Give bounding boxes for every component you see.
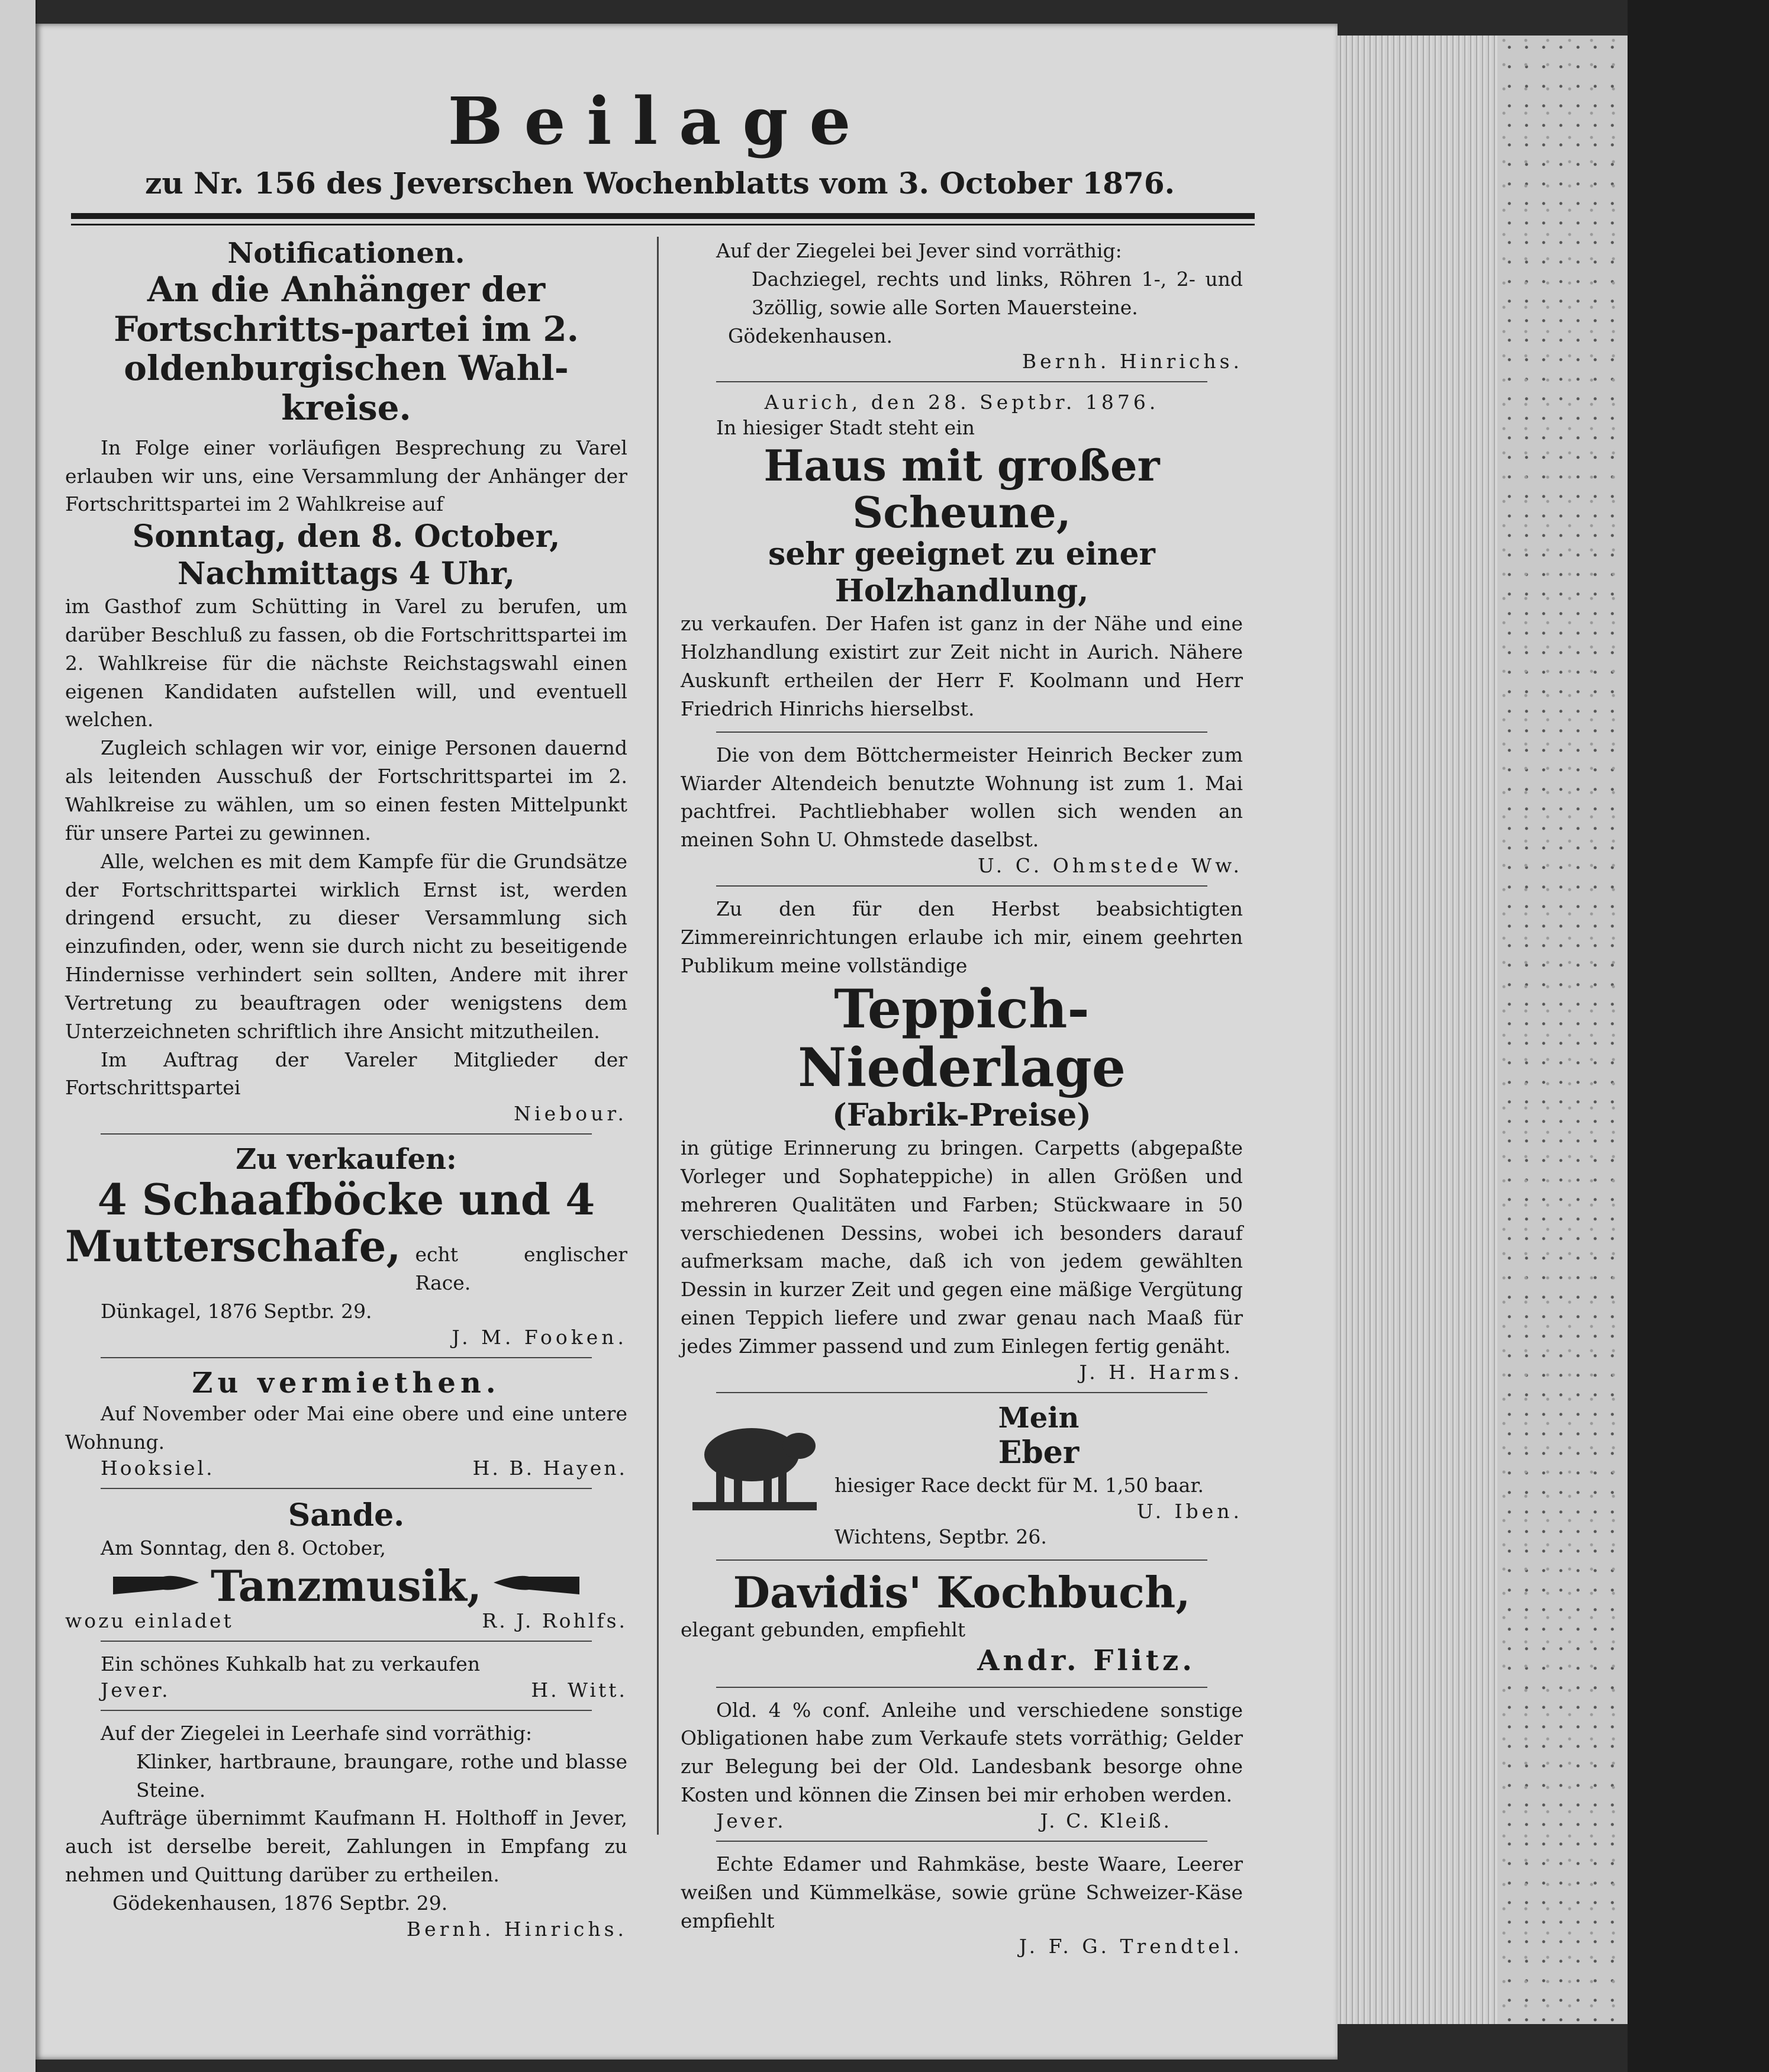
party-signature: Niebour. xyxy=(514,1102,627,1126)
sande-date: Am Sonntag, den 8. October, xyxy=(101,1536,386,1560)
divider xyxy=(101,1710,592,1711)
masthead-rule-thin xyxy=(71,224,1255,225)
masthead-subtitle: zu Nr. 156 des Jeverschen Wochenblatts vom 3. October 1876. xyxy=(144,166,1175,201)
column-divider xyxy=(657,237,659,1835)
sale-title-row xyxy=(65,1223,627,1297)
party-paragraph-3: Zugleich schlagen wir vor, einige Personen dauernd als leitenden Ausschuß der Fortschrittspartei im 2. Wahlkreise zu wählen, um so einen festen Mittelpunkt für unsere Partei zu gewinnen. xyxy=(65,736,627,845)
pig-illustration-icon xyxy=(681,1401,823,1520)
sale-race: echt englischer Race. xyxy=(415,1243,627,1295)
sale-heading: Zu verkaufen: xyxy=(236,1143,457,1177)
kaese-signature: J. F. G. Trendtel. xyxy=(1019,1935,1243,1958)
rent-heading: Zu vermiethen. xyxy=(192,1366,501,1400)
party-paragraph-2: im Gasthof zum Schütting in Varel zu berufen, um darüber Beschluß zu fassen, ob die Fortschrittspartei im 2. Wahlkreise für die nächste Reichstagswahl einen eigenen Kandidaten aufstellen will, und eventuell welchen. xyxy=(65,595,627,732)
sale-place: Dünkagel, 1876 Septbr. 29. xyxy=(101,1300,372,1323)
teppich-subtitle: (Fabrik-Preise) xyxy=(832,1097,1091,1133)
rent-signature: H. B. Hayen. xyxy=(472,1456,627,1480)
haus-intro: In hiesiger Stadt steht ein xyxy=(716,416,975,440)
divider xyxy=(716,1841,1207,1842)
meeting-date: Sonntag, den 8. October, xyxy=(132,518,560,555)
obligationen-signature: J. C. Kleiß. xyxy=(1040,1809,1172,1832)
teppich-intro: Zu den für den Herbst beabsichtigten Zimmereinrichtungen erlaube ich mir, einem geehrten Publikum meine vollständige xyxy=(681,897,1243,977)
ziegel-orders: Aufträge übernimmt Kaufmann H. Holthoff in Jever, auch ist derselbe bereit, Zahlungen in Empfang zu nehmen und Quittung darüber zu ertheilen. xyxy=(65,1806,627,1887)
obligationen-footer xyxy=(681,1809,1243,1832)
party-paragraph-1: In Folge einer vorläufigen Besprechung zu Varel erlauben wir uns, eine Versammlung der Anhänger der Fortschrittspartei im 2 Wahlkreise auf xyxy=(65,436,627,516)
kalb-place: Jever. xyxy=(101,1678,170,1702)
sale-title: 4 Schaafböcke und 4 xyxy=(97,1174,595,1225)
divider xyxy=(716,732,1207,733)
adjacent-page-edge xyxy=(0,0,37,2072)
right-column xyxy=(681,237,1243,1958)
pointing-hand-right-icon xyxy=(110,1565,205,1606)
sale-signature: J. M. Fooken. xyxy=(452,1325,627,1349)
obligationen-text: Old. 4 % conf. Anleihe und verschiedene sonstige Obligationen habe zum Verkaufe stets vorräthig; Gelder zur Belegung bei der Old. Landesbank besorge ohne Kosten und können die Zinsen bei mir erhoben werden. xyxy=(681,1698,1243,1807)
eber-title: Eber xyxy=(998,1434,1080,1471)
aurich-date: Aurich, den 28. Septbr. 1876. xyxy=(764,391,1159,414)
divider xyxy=(716,1559,1207,1561)
eber-text: hiesiger Race deckt für M. 1,50 baar. xyxy=(834,1474,1204,1497)
rent-footer xyxy=(65,1456,627,1480)
eber-text-block xyxy=(834,1401,1243,1551)
tanz-footer xyxy=(65,1609,627,1632)
sande-heading: Sande. xyxy=(288,1497,405,1533)
eber-place: Wichtens, Septbr. 26. xyxy=(834,1525,1047,1549)
kalb-signature: H. Witt. xyxy=(531,1678,627,1702)
masthead-rule xyxy=(71,213,1255,219)
wohnung-signature: U. C. Ohmstede Ww. xyxy=(977,854,1243,878)
ziegel2-signature: Bernh. Hinrichs. xyxy=(1022,350,1243,373)
eber-signature: U. Iben. xyxy=(1136,1500,1243,1523)
tanz-signature: R. J. Rohlfs. xyxy=(482,1609,627,1633)
ziegel2-place: Gödekenhausen. xyxy=(728,324,893,347)
teppich-title: Teppich-Niederlage xyxy=(797,977,1126,1099)
kaese-text: Echte Edamer und Rahmkäse, beste Waare, Leerer weißen und Kümmelkäse, sowie grüne Schweizer-Käse empfiehlt xyxy=(681,1852,1243,1932)
book-cover-edge xyxy=(1497,36,1628,2024)
kochbuch-signature: Andr. Flitz. xyxy=(977,1644,1196,1677)
party-paragraph-4: Alle, welchen es mit dem Kampfe für die Grundsätze der Fortschrittspartei wirklich Ernst ist, werden dringend ersucht, zu dieser Versammlung sich einzufinden, oder, wenn sie durch nicht zu beseitigende Hindernisse verhindert sein sollten, Andere mit ihrer Vertretung zu beauftragen oder wenigstens dem Unterzeichneten schriftlich ihre Ansicht mitzutheilen. xyxy=(65,849,627,1043)
divider xyxy=(716,381,1207,382)
haus-subtitle: sehr geeignet zu einer Holzhandlung, xyxy=(768,536,1155,609)
tanz-banner xyxy=(65,1562,627,1609)
teppich-text: in gütige Erinnerung zu bringen. Carpetts (abgepaßte Vorleger und Sophateppiche) in allen Größen und mehreren Qualitäten und Farben; Stückwaare in 50 verschiedenen Dessins, wobei ich besonders darauf aufmerksam mache, daß ich von jedem gewählten Dessin in kurzer Zeit und gegen eine mäßige Vergütung einen Teppich liefere und zwar genau nach Maaß für jedes Zimmer passend und zum Einlegen fertig genäht. xyxy=(681,1136,1243,1358)
rent-place: Hooksiel. xyxy=(101,1456,215,1480)
divider xyxy=(101,1488,592,1489)
masthead xyxy=(65,83,1255,201)
obligationen-place: Jever. xyxy=(716,1809,786,1832)
eber-ad xyxy=(681,1401,1243,1551)
kalb-text: Ein schönes Kuhkalb hat zu verkaufen xyxy=(101,1652,481,1676)
haus-text: zu verkaufen. Der Hafen ist ganz in der Nähe und eine Holzhandlung existirt zur Zeit nicht in Aurich. Nähere Auskunft ertheilen der Herr F. Koolmann und Herr Friedrich Hinrichs hierselbst. xyxy=(681,612,1243,720)
kalb-footer xyxy=(65,1678,627,1702)
divider xyxy=(101,1357,592,1358)
kochbuch-text: elegant gebunden, empfiehlt xyxy=(681,1618,966,1642)
ziegel-place: Gödekenhausen, 1876 Septbr. 29. xyxy=(112,1891,448,1915)
wohnung-text: Die von dem Böttchermeister Heinrich Becker zum Wiarder Altendeich benutzte Wohnung ist zum 1. Mai pachtfrei. Pachtliebhaber wollen sich wenden an meinen Sohn U. Ohmstede daselbst. xyxy=(681,743,1243,852)
notifications-heading: Notificationen. xyxy=(227,237,465,270)
divider xyxy=(716,885,1207,887)
meeting-time: Nachmittags 4 Uhr, xyxy=(177,555,515,592)
haus-title: Haus mit großer Scheune, xyxy=(763,440,1160,538)
divider xyxy=(101,1641,592,1642)
sale-title-2: Mutterschafe, xyxy=(65,1221,401,1272)
book-page-edges xyxy=(1332,36,1497,2024)
party-heading: An die Anhänger der Fortschritts-partei im 2. oldenburgischen Wahl-kreise. xyxy=(114,269,579,428)
ziegel-items: Klinker, hartbraune, braungare, rothe und blasse Steine. xyxy=(136,1749,627,1802)
kochbuch-title: Davidis' Kochbuch, xyxy=(733,1567,1191,1617)
masthead-title: Beilage xyxy=(447,83,872,159)
tanz-invite: wozu einladet xyxy=(65,1609,234,1633)
party-paragraph-5: Im Auftrag der Vareler Mitglieder der Fortschrittspartei xyxy=(65,1048,627,1100)
tanz-title: Tanzmusik, xyxy=(211,1560,482,1611)
background-dark xyxy=(1628,0,1769,2072)
divider xyxy=(716,1687,1207,1688)
ziegel2-intro: Auf der Ziegelei bei Jever sind vorräthig: xyxy=(716,239,1122,262)
divider xyxy=(716,1392,1207,1393)
ziegel-signature: Bernh. Hinrichs. xyxy=(406,1917,627,1941)
ziegel2-items: Dachziegel, rechts und links, Röhren 1-, 2- und 3zöllig, sowie alle Sorten Mauersteine. xyxy=(752,267,1243,319)
left-column xyxy=(65,237,627,1941)
ziegel-intro: Auf der Ziegelei in Leerhafe sind vorräthig: xyxy=(101,1721,533,1745)
teppich-signature: J. H. Harms. xyxy=(1079,1360,1243,1384)
divider xyxy=(101,1133,592,1135)
pointing-hand-left-icon xyxy=(488,1565,582,1606)
eber-mein: Mein xyxy=(998,1401,1080,1435)
rent-text: Auf November oder Mai eine obere und eine untere Wohnung. xyxy=(65,1401,627,1454)
